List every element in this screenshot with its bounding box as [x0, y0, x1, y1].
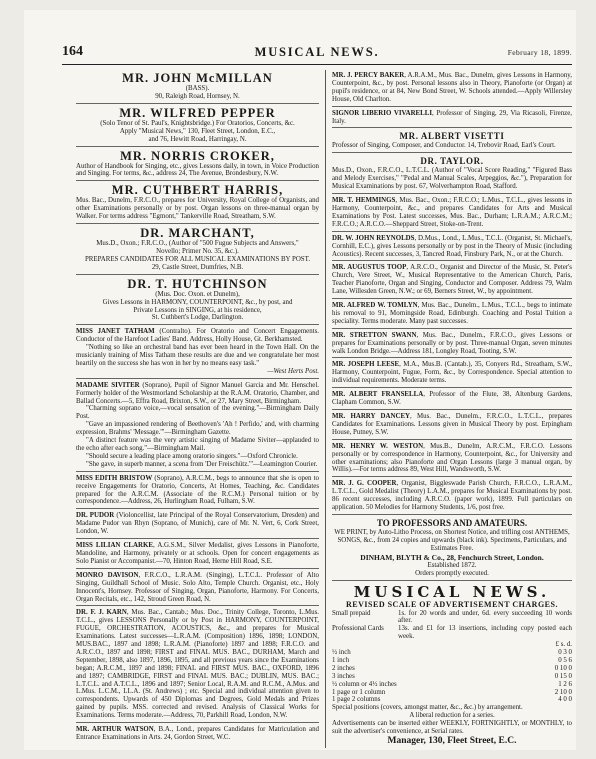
- rates-subtitle: REVISED SCALE OF ADVERTISEMENT CHARGES.: [346, 599, 558, 609]
- ad-hutchinson: DR. T. HUTCHINSON (Mus. Doc. Oxon. et Dunelm), Gives Lessons in HARMONY, COUNTERPOINT, &c., by post, and Private Lessons in SINGING, at his residence, St. Cuthbert's Lodge, Darlington.: [76, 278, 319, 326]
- right-column: [332, 72, 572, 752]
- page-header: [62, 44, 572, 65]
- ad-dancey: MR. HARRY DANCEY, Mus. Bac., Dunelm., F.R.C.O., L.T.C.L., prepares Candidates for Examinations. Lessons given in Musical Theory by post. Erpingham House, Putney, S.W.: [332, 413, 572, 440]
- ad-printers: TO PROFESSORS AND AMATEURS. WE PRINT, by Auto-Litho Process, on Shortest Notice, and trifling cost ANTHEMS, SONGS, &c., from 24 copies and upwards (black ink). Specimens, Particulars, and Estimates Free. DINHAM, BLYTH & Co., 28, Fenchurch Street, London. Established 1872. Orders promptly executed.: [332, 518, 572, 581]
- newspaper-page: [24, 10, 576, 750]
- ad-swann: MR. STRETTON SWANN, Mus. Bac., Dunelm., F.R.C.O., gives Lessons or prepares for Examinations personally or by post. Three-manual Organ, seven minutes walk London Bridge.—Address 181, Longley Road, Tooting, S.W.: [332, 332, 572, 359]
- table-row: 1 page or 1 column 2 10 0: [332, 688, 572, 696]
- ad-pepper: MR. WILFRED PEPPER (Solo Tenor of St. Paul's, Knightsbridge.) For Oratorios, Concerts, &c. Apply "Musical News," 130, Fleet Street, London, E.C., and 76, Hewitt Road, Harringay, N.: [76, 107, 319, 147]
- sizes-table: [332, 641, 572, 704]
- table-row: 2 inches 0 10 0: [332, 664, 572, 672]
- table-row: Professional Cards 13s. and £1 for 13 insertions, including copy posted each week.: [332, 625, 572, 641]
- ad-fransella: MR. ALBERT FRANSELLA, Professor of the Flute, 38, Altenburg Gardens, Clapham Common, S.W.: [332, 391, 572, 410]
- table-row: ½ inch 0 3 0: [332, 649, 572, 657]
- column-rule: [325, 70, 326, 748]
- ad-watson: MR. ARTHUR WATSON, B.A., Lond., prepares Candidates for Matriculation and Entrance Examinations in Arts. 24, Gordon Street, W.C.: [76, 726, 319, 741]
- table-row: Small prepaid 1s. for 20 words and under, 6d. every succeeding 10 words after.: [332, 609, 572, 625]
- ad-rates: MUSICAL NEWS. REVISED SCALE OF ADVERTISEMENT CHARGES. Small prepaid 1s. for 20 words and under, 6d. every succeeding 10 words after. Professional Cards 13s. and £1 for 13 insertions, including copy posted each week. £ s. d. ½ inch 0 3 0 1 inch 0 5 6 2 inches 0 10 0 3 inches 0 15 0 ½ column or 4½ inches 1 2 6 1 page or 1 column 2 10 0 1 page 2 columns 4 0 0 Special positions (covers, amongst matter, &c., &c.) by arrangement. A liberal reduction for a series. Advertisements can be inserted either WEEKLY, FORTNIGHTLY, or MONTHLY, to suit the advertiser's convenience, at Serial rates. Manager, 130, Fleet Street, E.C.: [332, 582, 572, 746]
- table-row: ½ column or 4½ inches 1 2 6: [332, 680, 572, 688]
- ad-tomlyn: MR. ALFRED W. TOMLYN, Mus. Bac., Dunelm., L.Mus., T.C.L., begs to intimate his removal to 91, Morningside Road, Edinburgh. Coaching and Postal Tuition a speciality. Terms moderate. Many past successes.: [332, 302, 572, 329]
- ad-baker: MR. J. PERCY BAKER, A.R.A.M., Mus. Bac., Dunelm, gives Lessons in Harmony, Counterpoint, &c., by post. Personal lessons also in Theory, Pianoforte (or Organ) at pupil's residence, or at 84, New Bond Street, W. Schools attended.—Apply Willersley House, Old Charlton.: [332, 72, 572, 107]
- ad-karn: DR. F. J. KARN, Mus. Bac., Cantab.; Mus. Doc., Trinity College, Toronto, L.Mus. T.C.L., gives LESSONS Personally or by Post in HARMONY, COUNTERPOINT, FUGUE, ORCHESTRATION, ACOUSTICS, &c., and prepares for Musical Examinations. Latest successes—L.R.A.M. (Composition) 1896, 1898; LONDON, MUS.BAC., 1897 and 1898; L.R.A.M. (Pianoforte) 1897 and 1898; F.R.C.O. and A.R.C.O., 1897 and 1898; FIRST and FINAL MUS. BAC., DURHAM, March and September, 1898, also 1897, 1896, 1895, and all previous years since the Examinations began; A.R.C.M., 1897 and 1898; FINAL and FIRST MUS. BAC., OXFORD, 1896 and 1897; CAMBRIDGE, FIRST and FINAL MUS. BAC.; DUBLIN, MUS. BAC.; L.T.C.L. and A.T.C.L., 1896 and 1897; Senior Local, R.A.M. and R.C.M., A.Mus. and L.Mus. L.C.M., LL.A. (St. Andrews) ; etc. Special and individual attention given to correspondents. Upwards of 450 Diplomas and Degrees, Gold Medals and Prizes gained by pupils. MSS. corrected and revised. Analysis of Classical Works for Examinations. Terms moderate.—Address, 70, Parkhill Road, London, N.W.: [76, 609, 319, 723]
- rates-title: MUSICAL NEWS.: [353, 582, 551, 601]
- left-column: [76, 72, 319, 752]
- ad-pudor: DR. PUDOR (Violoncellist, late Principal of the Royal Conservatorium, Dresden) and Madame Pudor van Rhyn (Soprano, of Munich), care of Mr. N. Vert, 6, Cork Street, London, W.: [76, 512, 319, 539]
- ad-visetti: MR. ALBERT VISETTI Professor of Singing, Composer, and Conductor. 14, Trebovir Road, Earl's Court.: [332, 131, 572, 153]
- ad-toop: MR. AUGUSTUS TOOP, A.R.C.O., Organist and Director of the Music, St. Peter's Church, Vere Street, W., Musical Representative to the American Church, Paris, Teacher Pianoforte, Organ and Singing, Conductor and Composer. Address 79, Walm Lane, Willesden Green, N.W.; or 69, Berners Street, W., by appointment.: [332, 264, 572, 299]
- page-number: 164: [62, 44, 83, 59]
- table-row: 1 page 2 columns 4 0 0: [332, 696, 572, 704]
- ad-vivarelli: SIGNOR LIBERIO VIVARELLI, Professor of Singing, 29, Via Ricasoli, Firenze, Italy.: [332, 110, 572, 129]
- ad-bristow: MISS EDITH BRISTOW (Soprano), A.R.C.M., begs to announce that she is open to receive Engagements for Oratorio, Concerts, At Homes, Teaching, &c. Candidates prepared for the A.R.C.M. (Associate of the R.C.M.) Personal tuition or by correspondence.—Address, 26, Hurlingham Road, Fulham, S.W.: [76, 475, 319, 510]
- table-row: 3 inches 0 15 0: [332, 672, 572, 680]
- ad-cooper: MR. J. G. COOPER, Organist, Biggleswade Parish Church, F.R.C.O., L.R.A.M., L.T.C.L., Gold Medalist (Theory) L.A.M., prepares for Musical Examinations by post. 86 recent successes, including A.R.C.O. (paper work), 1899. Full particulars on application. 50 Melodies for Harmony Students, 1/6, post free.: [332, 480, 572, 515]
- ad-siviter: MADAME SIVITER (Soprano), Pupil of Signor Manuel Garcia and Mr. Henschel. Formerly holder of the Westmorland Scholarship at the R.A.M. Oratorio, Chamber, and Ballad Concerts.—5, Effra Road, Brixton, S.W., or 27, Mary Street, Birmingham. "Charming soprano voice,—vocal sensation of the evening."—Birmingham Daily Post. "Gave an impassioned rendering of Beethoven's 'Ah ! Perfido,' and, with charming expression, Brahms' 'Message.'"—Birmingham Gazette. "A distinct feature was the very artistic singing of Madame Siviter—applauded to the echo after each song."—Birmingham Mail. "Should secure a leading place among oratorio singers."—Oxford Chronicle. "She gave, in superb manner, a scena from 'Der Freischütz.'"—Leamington Courier.: [76, 382, 319, 472]
- issue-date: February 18, 1899.: [507, 48, 572, 57]
- ad-davison: MONRO DAVISON, F.R.C.O., L.R.A.M. (Singing), L.T.C.L. Professor of Alto Singing, Guildhall School of Music. Solo Alto, Temple Church. Organist, etc., Holy Innocent's, Hornsey. Professor of Singing, Organ, Pianoforte, Harmony. For Concerts, Organ Recitals, etc., 142, Stroud Green Road, N.: [76, 572, 319, 607]
- publication-title: MUSICAL NEWS.: [254, 45, 380, 59]
- table-row: £ s. d.: [555, 641, 572, 649]
- ad-mcmillan: MR. JOHN McMILLAN (BASS). 90, Raleigh Road, Hornsey, N.: [76, 72, 319, 104]
- ad-marchant: DR. MARCHANT, Mus.D., Oxon.; F.R.C.O., (Author of "500 Fugue Subjects and Answers," Novello; Primer No. 35, &c.). PREPARES CANDIDATES FOR ALL MUSICAL EXAMINATIONS BY POST. 29, Castle Street, Dumfries, N.B.: [76, 227, 319, 275]
- ad-hemmings: MR. T. HEMMINGS, Mus. Bac., Oxon.; F.R.C.O.; L.Mus., T.C.L., gives lessons in Harmony, Counterpoint, &c., and prepares Candidates for Arts and Musical Examinations by Post. Latest successes, Mus. Bac., Durham; L.R.A.M.; A.R.C.M.; F.R.C.O.; A.R.C.O.—Sheppard Street, Stoke-on-Trent.: [332, 197, 572, 232]
- ad-leese: MR. JOSEPH LEESE, M.A., Mus.B. (Cantab.), 35, Conyers Rd., Streatham, S.W., Harmony, Counterpoint, Fugue, Form, &c., by Correspondence. Special attention to individual requirements. Moderate terms.: [332, 361, 572, 388]
- ad-reynolds: DR. W. JOHN REYNOLDS, D.Mus., Lond., L.Mus., T.C.L. (Organist, St. Michael's, Cornhill, E.C.), gives Lessons personally or by post in the Theory of Music (including Acoustics). Recent successes, 3, Tancred Road, Finsbury Park, N., or at the Church.: [332, 235, 572, 262]
- ad-taylor: DR. TAYLOR. Mus.D., Oxon., F.R.C.O., L.T.C.L. (Author of "Vocal Score Reading," "Figured Bass and Melody Exercises," "Pedal and Manual Scales, Arpeggios, &c."), Preparation for Musical Examinations by post. 67, Wolverhampton Road, Stafford.: [332, 156, 572, 194]
- ad-harris: MR. CUTHBERT HARRIS, Mus. Bac., Dunelm, F.R.C.O., prepares for University, Royal College of Organists, and other Examinations personally or by post. Organ lessons on three-manual organ by Walker. For terms address "Egmont," Tankerville Road, Streatham, S.W.: [76, 184, 319, 224]
- ad-tatham: MISS JANET TATHAM (Contralto). For Oratorio and Concert Engagements. Conductor of the Harefoot Ladies' Band. Address, Holly House, Gt. Berkhamsted. "Nothing so like an orchestral band has ever been heard in the Town Hall. On the musicianly training of Miss Tatham these results are due and we congratulate her most heartily on the success she has won in her by no means easy task." —West Herts Post.: [76, 328, 319, 378]
- table-row: 1 inch 0 5 6: [332, 656, 572, 664]
- ad-weston: MR. HENRY W. WESTON, Mus.B., Dunelm, A.R.C.M., F.R.C.O. Lessons personally or by correspondence in Harmony, Counterpoint, &c., for University and other examinations; also Pianoforte and Organ Lessons (large 3 manual organ, by Willis).—For terms address 89, West Hill, Wandsworth, S.W.: [332, 443, 572, 478]
- ad-croker: MR. NORRIS CROKER, Author of Handbook for Singing, etc., gives Lessons daily, in town, in Voice Production and Singing. For terms, &c., address 24, The Avenue, Brondesbury, N.W.: [76, 150, 319, 182]
- rates-table: [332, 610, 572, 642]
- manager-address: Manager, 130, Fleet Street, E.C.: [387, 736, 517, 746]
- ad-clarke: MISS LILIAN CLARKE, A.G.S.M., Silver Medalist, gives Lessons in Pianoforte, Mandoline, and Harmony, privately or at schools. Open for concert engagements as Solo Pianist or Accompanist.—70, Hinton Road, Herne Hill Road, S.E.: [76, 542, 319, 569]
